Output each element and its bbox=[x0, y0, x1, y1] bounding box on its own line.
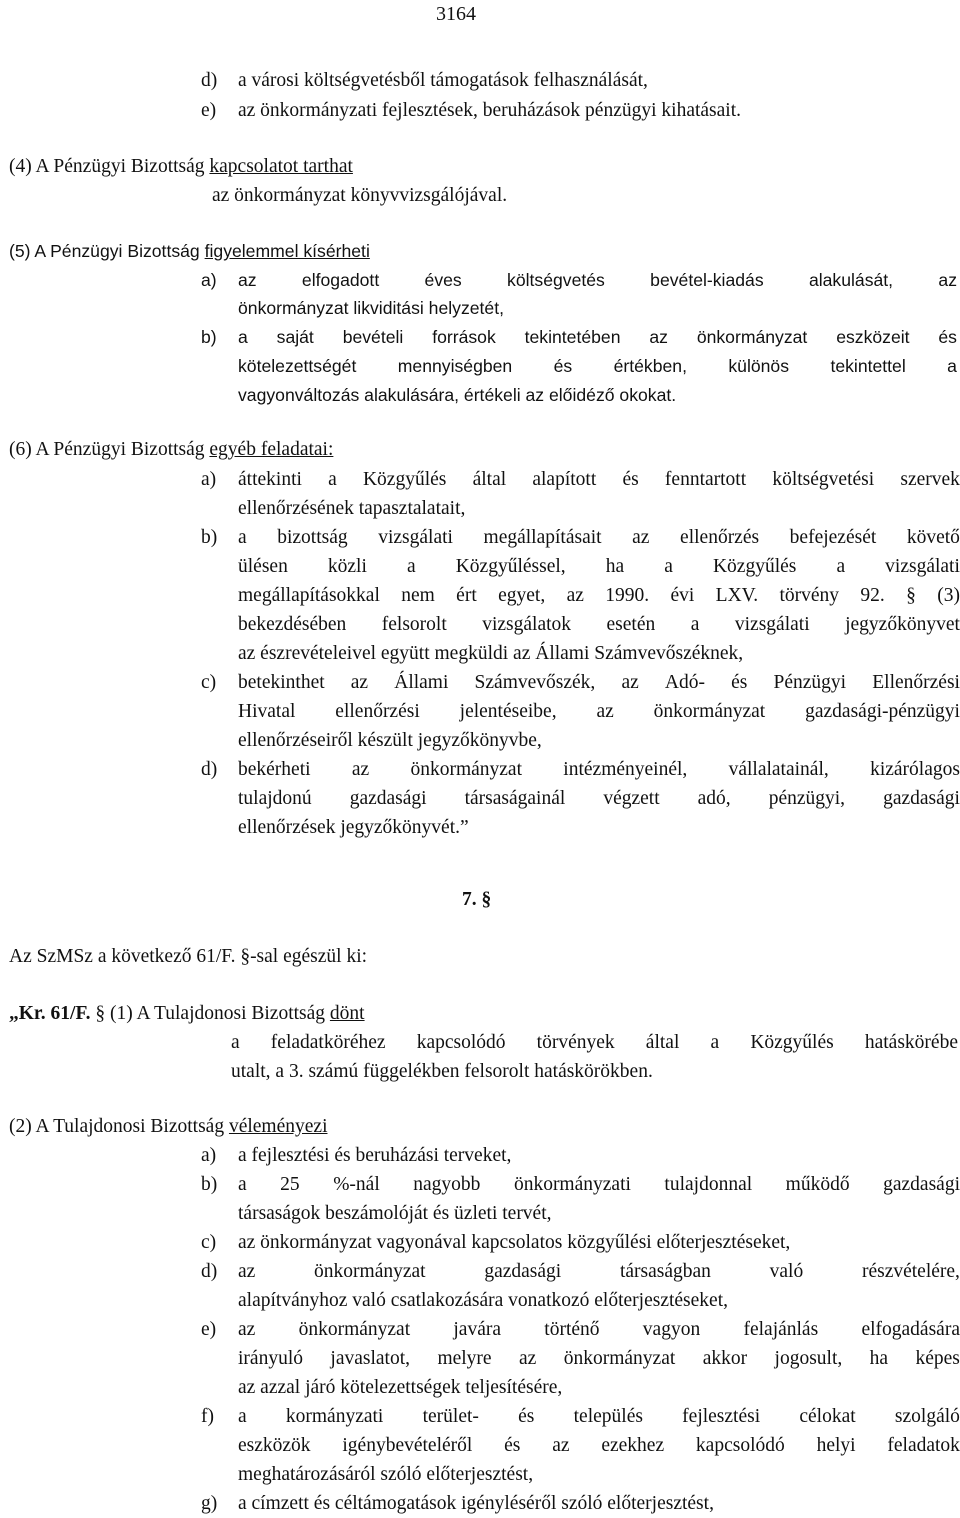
list-item-text: az észrevételeivel együtt megküldi az Állami Számvevőszéknek, bbox=[238, 643, 744, 664]
list-item-letter: a) bbox=[201, 1145, 217, 1166]
list-item-letter: b) bbox=[201, 527, 218, 548]
justified-line: az önkormányzat javára történő vagyon felajánlás elfogadására bbox=[238, 1319, 960, 1340]
list-item-text: ellenőrzésének tapasztalatait, bbox=[238, 498, 466, 519]
justified-line: bekezdésében felsorolt vizsgálatok esetén a vizsgálati jegyzőkönyvet bbox=[238, 614, 960, 635]
section-4-heading: (4) A Pénzügyi Bizottság kapcsolatot tarthat bbox=[9, 156, 353, 177]
paragraph-intro: Az SzMSz a következő 61/F. §-sal egészül ki: bbox=[9, 946, 368, 967]
section-4-line: az önkormányzat könyvvizsgálójával. bbox=[212, 185, 508, 206]
list-item-text: a fejlesztési és beruházási terveket, bbox=[238, 1145, 512, 1166]
justified-line: Hivatal ellenőrzési jelentéseibe, az önkormányzat gazdasági-pénzügyi bbox=[238, 701, 960, 722]
justified-line: betekinthet az Állami Számvevőszék, az Adó- és Pénzügyi Ellenőrzési bbox=[238, 672, 960, 693]
list-item-letter: d) bbox=[201, 1261, 218, 1282]
list-item-letter: b) bbox=[201, 327, 217, 347]
list-item-letter: a) bbox=[201, 270, 217, 290]
kr-paragraph-line: utalt, a 3. számú függelékben felsorolt hatáskörökben. bbox=[231, 1061, 653, 1082]
list-item-letter: c) bbox=[201, 672, 217, 693]
kr-paragraph-heading: „Kr. 61/F. § (1) A Tulajdonosi Bizottság dönt bbox=[9, 1003, 365, 1024]
justified-line: a saját bevételi források tekintetében az önkormányzat eszközeit és bbox=[238, 327, 957, 347]
justified-line: kötelezettségét mennyiségben és értékben, különös tekintettel a bbox=[238, 356, 957, 376]
list-item-text: az önkormányzat vagyonával kapcsolatos közgyűlési előterjesztéseket, bbox=[238, 1232, 791, 1253]
list-item-text: az önkormányzati fejlesztések, beruházások pénzügyi kihatásait. bbox=[238, 100, 742, 121]
paragraph-heading: 7. § bbox=[462, 889, 492, 910]
kr-section-2-heading: (2) A Tulajdonosi Bizottság véleményezi bbox=[9, 1116, 328, 1137]
justified-line: a feladatköréhez kapcsolódó törvények által a Közgyűlés hatáskörébe bbox=[231, 1032, 958, 1053]
list-item-text: a városi költségvetésből támogatások felhasználását, bbox=[238, 70, 648, 91]
list-item-text: meghatározásáról szóló előterjesztést, bbox=[238, 1464, 534, 1485]
justified-line: ülésen közli a Közgyűléssel, ha a Közgyűlés a vizsgálati bbox=[238, 556, 960, 577]
list-item-text: vagyonváltozás alakulására, értékeli az előidéző okokat. bbox=[238, 385, 677, 405]
justified-line: eszközök igénybevételéről és az ezekhez kapcsolódó helyi feladatok bbox=[238, 1435, 960, 1456]
justified-line: a bizottság vizsgálati megállapításait az ellenőrzés befejezését követő bbox=[238, 527, 960, 548]
justified-line: bekérheti az önkormányzat intézményeinél, vállalatainál, kizárólagos bbox=[238, 759, 960, 780]
justified-line: az önkormányzat gazdasági társaságban való részvételére, bbox=[238, 1261, 960, 1282]
section-6-heading: (6) A Pénzügyi Bizottság egyéb feladatai: bbox=[9, 439, 334, 460]
list-item-letter: c) bbox=[201, 1232, 217, 1253]
list-item-text: alapítványhoz való csatlakozására vonatkozó előterjesztéseket, bbox=[238, 1290, 728, 1311]
list-item-text: ellenőrzések jegyzőkönyvét.” bbox=[238, 817, 469, 838]
list-item-letter: a) bbox=[201, 469, 217, 490]
list-item-text: önkormányzat likviditási helyzetét, bbox=[238, 298, 504, 318]
list-item-text: a címzett és céltámogatások igényléséről szóló előterjesztést, bbox=[238, 1493, 714, 1514]
list-item-letter: b) bbox=[201, 1174, 218, 1195]
list-item-text: ellenőrzéseiről készült jegyzőkönyvbe, bbox=[238, 730, 542, 751]
justified-line: áttekinti a Közgyűlés által alapított és fenntartott költségvetési szervek bbox=[238, 469, 960, 490]
list-item-text: társaságok beszámolóját és üzleti tervét, bbox=[238, 1203, 552, 1224]
justified-line: megállapításokkal nem ért egyet, az 1990. évi LXV. törvény 92. § (3) bbox=[238, 585, 960, 606]
list-item-letter: d) bbox=[201, 759, 218, 780]
list-item-letter: f) bbox=[201, 1406, 214, 1427]
section-5-heading: (5) A Pénzügyi Bizottság figyelemmel kísérheti bbox=[9, 241, 370, 261]
justified-line: tulajdonú gazdasági társaságainál végzett adó, pénzügyi, gazdasági bbox=[238, 788, 960, 809]
justified-line: a 25 %-nál nagyobb önkormányzati tulajdonnal működő gazdasági bbox=[238, 1174, 960, 1195]
list-item: e) bbox=[201, 100, 217, 121]
list-item: d) bbox=[201, 70, 218, 91]
justified-line: a kormányzati terület- és település fejlesztési célokat szolgáló bbox=[238, 1406, 960, 1427]
list-item-letter: e) bbox=[201, 1319, 217, 1340]
list-item-text: az azzal járó kötelezettségek teljesítésére, bbox=[238, 1377, 563, 1398]
justified-line: irányuló javaslatot, melyre az önkormányzat akkor jogosult, ha képes bbox=[238, 1348, 960, 1369]
page-number: 3164 bbox=[436, 3, 476, 25]
list-item-letter: g) bbox=[201, 1493, 218, 1514]
justified-line: az elfogadott éves költségvetés bevétel-kiadás alakulását, az bbox=[238, 270, 957, 290]
